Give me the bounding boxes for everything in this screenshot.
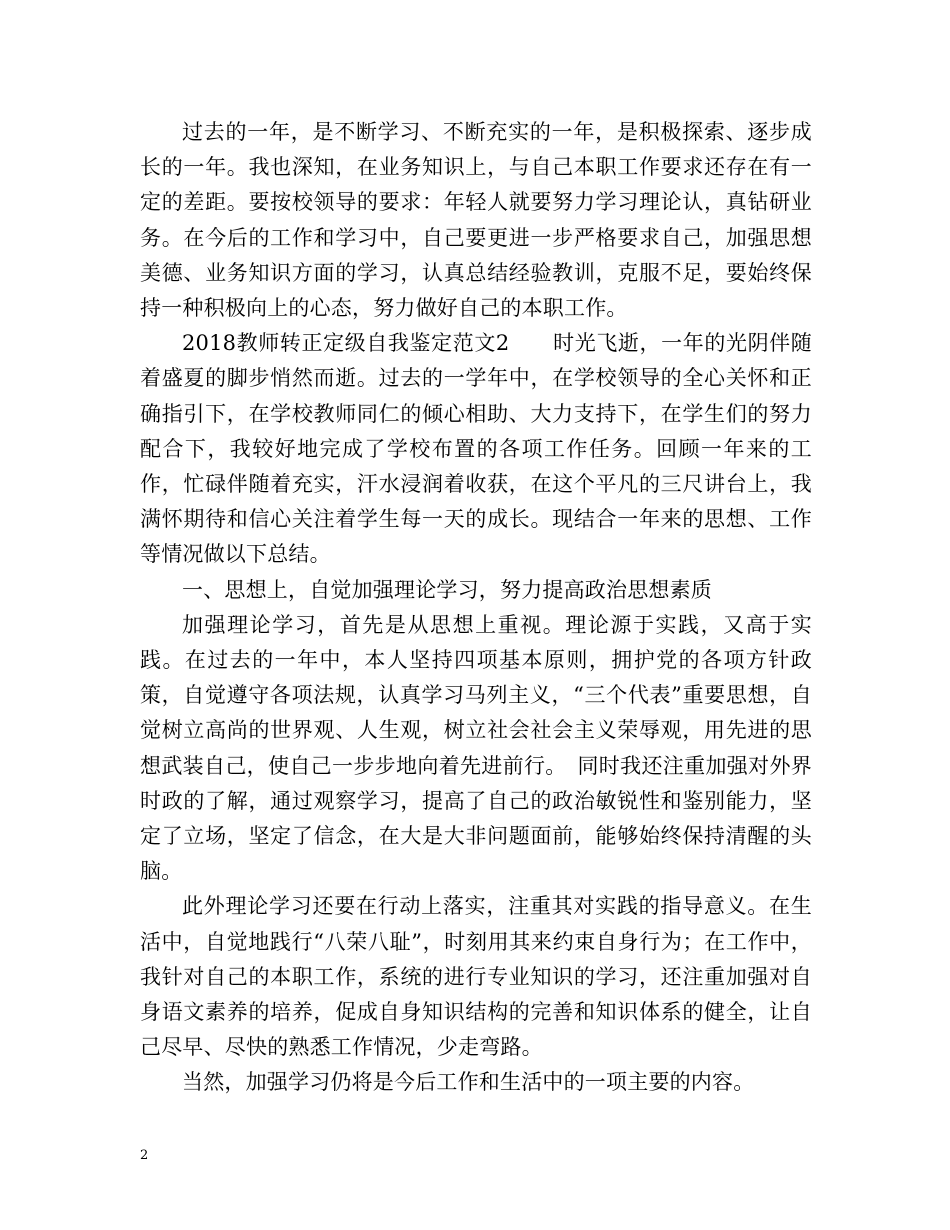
section-heading-ideology: 一、思想上，自觉加强理论学习，努力提高政治思想素质 [182,577,712,602]
paragraph-1: 过去的一年，是不断学习、不断充实的一年，是积极探索、逐步成长的一年。我也深知，在业务知识上，与自己本职工作要求还存在有一定的差距。要按校领导的要求：年轻人就要努力学习理论认，真钻研业务。在今后的工作和学习中，自己要更进一步严格要求自己，加强思想美德、业务知识方面的学习，认真总结经验教训，克服不足，要始终保持一种积极向上的心态，努力做好自己的本职工作。 [140,120,812,321]
paragraph-3: 加强理论学习，首先是从思想上重视。理论源于实践，又高于实践。在过去的一年中，本人坚持四项基本原则，拥护党的各项方针政策，自觉遵守各项法规，认真学习马列主义，“三个代表”重要思想，自觉树立高尚的世界观、人生观，树立社会社会主义荣辱观，用先进的思想武装自己，使自己一步步地向着先进前行。 同时我还注重加强对外界时政的了解，通过观察学习，提高了自己的政治敏锐性和鉴别能力，坚定了立场，坚定了信念，在大是大非问题面前，能够始终保持清醒的头脑。 [140,612,812,884]
document-body [140,115,812,1101]
paragraph-4: 此外理论学习还要在行动上落实，注重其对实践的指导意义。在生活中，自觉地践行“八荣八耻”，时刻用其来约束自身行为；在工作中，我针对自己的本职工作，系统的进行专业知识的学习，还注重加强对自身语文素养的培养，促成自身知识结构的完善和知识体系的健全，让自己尽早、尽快的熟悉工作情况，少走弯路。 [140,894,812,1060]
page-number: 2 [140,1148,149,1163]
paragraph-5: 当然，加强学习仍将是今后工作和生活中的一项主要的内容。 [182,1070,755,1095]
paragraph-2: 2018教师转正定级自我鉴定范文2 时光飞逝，一年的光阴伴随着盛夏的脚步悄然而逝。过去的一学年中，在学校领导的全心关怀和正确指引下，在学校教师同仁的倾心相助、大力支持下，在学生们的努力配合下，我较好地完成了学校布置的各项工作任务。回顾一年来的工作，忙碌伴随着充实，汗水浸润着收获，在这个平凡的三尺讲台上，我满怀期待和信心关注着学生每一天的成长。现结合一年来的思想、工作等情况做以下总结。 [140,331,812,567]
